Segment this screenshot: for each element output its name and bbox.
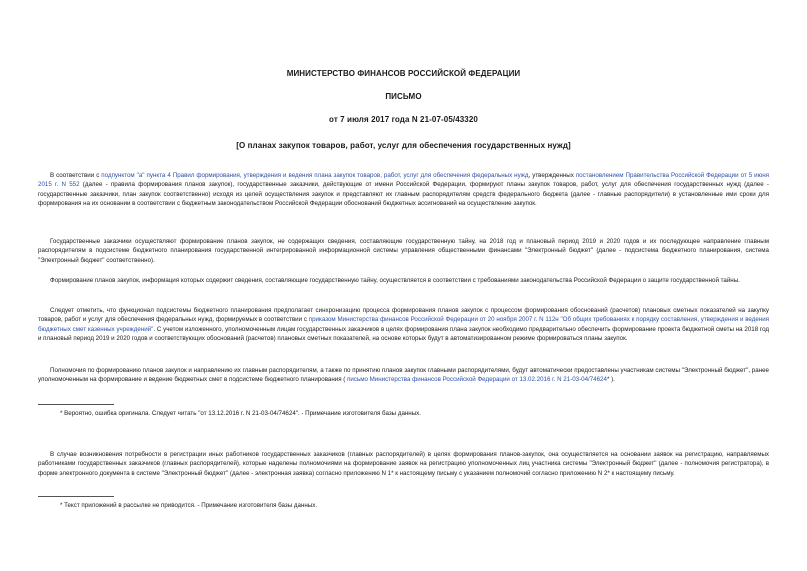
footnote-2: * Текст приложений в рассылке не приводится. - Примечание изготовителя базы данных.	[60, 502, 318, 509]
link-government-decree-552[interactable]: постановлением Правительства Российской Федерации от 5 июня 2015 г. N 552	[38, 172, 770, 189]
paragraph-3: Формирование планов закупок, информация которых содержит сведения, составляющие государственную тайну, осуществляется в соответствии с требованиями законодательства Российской Федерации о защите государственной тайны.	[50, 277, 740, 284]
subject-heading: [О планах закупок товаров, работ, услуг для обеспечения государственных нужд]	[236, 141, 571, 150]
paragraph-2: Государственные заказчики осуществляют формирование планов закупок, не содержащих сведения, составляющие государственную тайну, на 2018 год и плановый период 2019 и 2020 годов и их последующее направление главным распорядителям в подсистеме бюджетного планирования государственной интегрированной информационной системы управления общественными финансами "Электронный бюджет" (далее - подсистема бюджетного планирования, система "Электронный бюджет" соответственно).	[38, 238, 769, 264]
date-number-heading: от 7 июля 2017 года N 21-07-05/43320	[329, 115, 478, 124]
paragraph-4: Следует отметить, что функционал подсистемы бюджетного планирования предполагает синхронизацию процесса формирования планов закупок с процессом формирования обоснований (расчетов) плановых сметных показателей на закупку товаров, работ и услуг для обеспечения федеральных нужд, формируемых в соответствии с приказом Министерства финансов Российской Федерации от 20 ноября 2007 г. N 112н "Об общих требованиях к порядку составления, утверждения и ведения бюджетных смет казенных учреждений". С учетом изложенного, уполномоченным лицам государственных заказчиков в целях формирования плана закупок необходимо предварительно обеспечить формирование проекта бюджетной сметы на 2018 год и плановый период 2019 и 2020 годов и соответствующих обоснований (расчетов) плановых сметных показателей, на основе которых будут в автоматизированном режиме формироваться планы закупок.	[38, 307, 769, 342]
paragraph-6: В случае возникновения потребности в регистрации иных работников государственных заказчиков (главных распорядителей) в целях формирования планов-закупок, она осуществляется на основании заявок на регистрацию, направляемых работниками государственных заказчиков (главных распорядителей), которые наделены полномочиями на формирование заявок на регистрацию уполномоченных лиц участника системы "Электронный бюджет" (далее - полномочия регистратора), в форме электронного документа в системе "Электронный бюджет" (далее - электронная заявка) согласно приложению N 1* к настоящему письму с указанием полномочий согласно приложению N 2* к настоящему письму.	[38, 451, 769, 477]
footnote-1: * Вероятно, ошибка оригинала. Следует читать "от 13.12.2016 г. N 21-03-04/74624". - Примечание изготовителя базы данных.	[60, 410, 421, 417]
footnote-divider-2	[38, 496, 114, 497]
paragraph-1: В соответствии с подпунктом "а" пункта 4 Правил формирования, утверждения и ведения плана закупок товаров, работ, услуг для обеспечения федеральных нужд, утвержденных постановлением Правительства Российской Федерации от 5 июня 2015 г. N 552 (далее - правила формирования планов закупок), государственные заказчики, действующие от имени Российской Федерации, формируют планы закупок товаров, работ, услуг для обеспечения государственных нужд (далее - государственные заказчики, план закупок соответственно) исходя из целей осуществления закупок и представляют их главным распорядителям средств федерального бюджета (далее - главные распорядители) в установленные ими сроки для формирования на их основании в соответствии с бюджетным законодательством Российской Федерации обоснований бюджетных ассигнований на осуществление закупок.	[38, 172, 770, 207]
paragraph-5: Полномочия по формированию планов закупок и направлению их главным распорядителям, а также по принятию планов закупок главными распорядителями, будут автоматически предоставлены участникам системы "Электронный бюджет", ранее уполномоченным на формирование и ведение бюджетных смет в подсистеме бюджетного планирования ( письмо Министерства финансов Российской Федерации от 13.02.2016 г. N 21-03-04/74624* ).	[38, 367, 769, 384]
ministry-heading: МИНИСТЕРСТВО ФИНАНСОВ РОССИЙСКОЙ ФЕДЕРАЦИИ	[286, 69, 521, 78]
link-procurement-rules[interactable]: подпунктом "а" пункта 4 Правил формирования, утверждения и ведения плана закупок товаров, работ, услуг для обеспечения федеральных нужд	[101, 172, 529, 179]
doc-type-heading: ПИСЬМО	[385, 92, 422, 101]
link-letter-minfin[interactable]: письмо Министерства финансов Российской Федерации от 13.02.2016 г. N 21-03-04/74624	[347, 376, 607, 384]
link-order-112n[interactable]: приказом Министерства финансов Российской Федерации от 20 ноября 2007 г. N 112н "Об общих требованиях к порядку составления, утверждения и ведения бюджетных смет казенных учреждений"	[38, 316, 769, 333]
footnote-divider-1	[38, 404, 114, 405]
